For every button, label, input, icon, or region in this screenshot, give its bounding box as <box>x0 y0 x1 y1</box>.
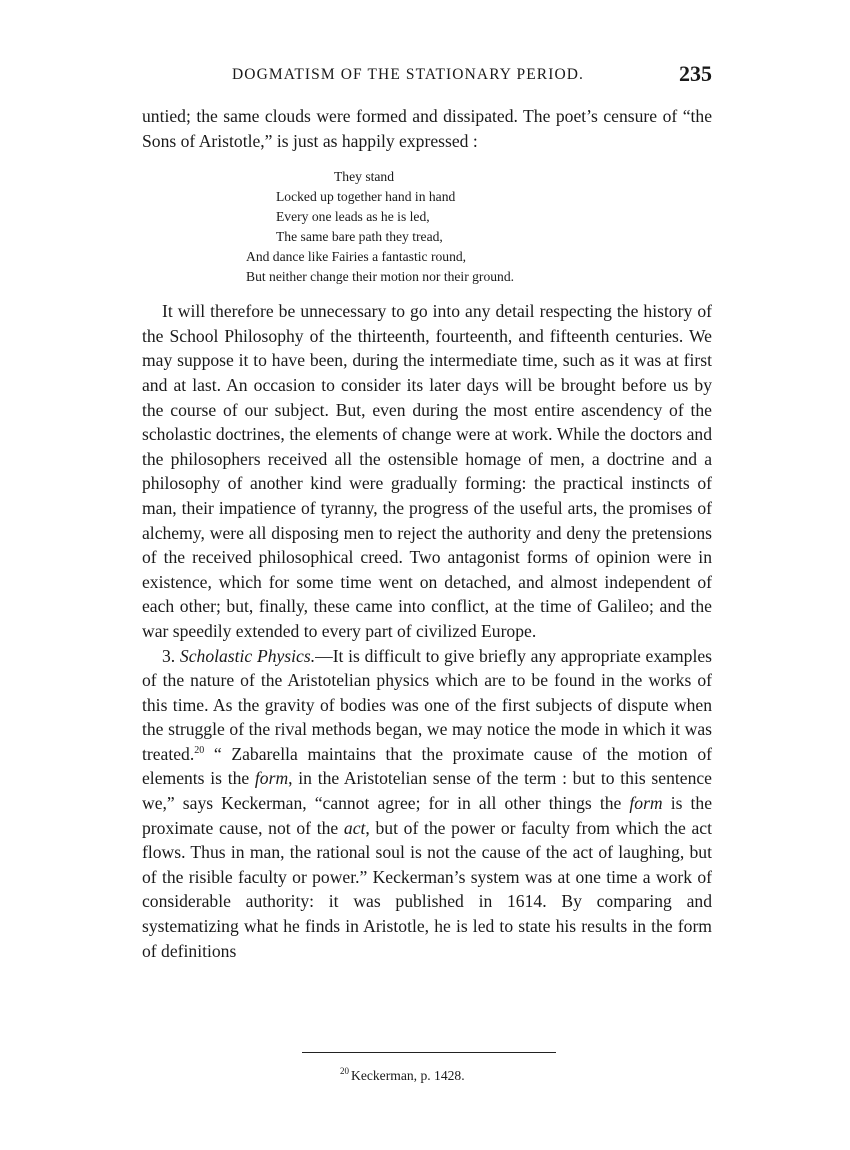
verse-quotation <box>246 167 712 287</box>
paragraph-text: , in the Aristotelian sense of the term : but to this sentence we,” says Keckerman, “cannot agree; for in all other things the <box>142 768 712 814</box>
poem-line: They stand <box>334 169 395 185</box>
paragraph-text: —It is difficult to give briefly any appropriate examples of the nature of the Aristotelian physics which are to be found in the works of this time. As the gravity of bodies was one of the first subjects of dispute when the struggle of the rival methods began, we may notice the mode in which it was treated. <box>142 645 712 764</box>
body-text <box>142 104 712 963</box>
emphasis: form <box>629 793 663 814</box>
footnote-number: 20 <box>340 1066 349 1077</box>
poem-line: But neither change their motion nor their ground. <box>246 269 515 285</box>
running-header <box>142 62 712 92</box>
section-label: Scholastic Physics. <box>179 645 316 666</box>
page-number: 235 <box>679 61 712 86</box>
paragraph-scholastic-physics <box>142 644 712 964</box>
footnote <box>340 1068 465 1084</box>
poem-line: Locked up together hand in hand <box>276 189 456 205</box>
poem-line: The same bare path they tread, <box>276 229 443 245</box>
paragraph-text: , but of the power or faculty from which the act flows. Thus in man, the rational soul is not the cause of the act of laughing, but of the risible faculty or power.” Keckerman’s system was at one time a work of considerable authority: it was published in 1614. By comparing and systematizing what he finds in Aristotle, he is led to state his results in the form of definitions <box>142 817 712 961</box>
running-title: DOGMATISM OF THE STATIONARY PERIOD. <box>232 66 585 83</box>
paragraph-text: is the proximate cause, not of the <box>142 793 713 838</box>
section-number: 3. <box>162 645 176 666</box>
poem-line: And dance like Fairies a fantastic round, <box>246 249 467 265</box>
poem-line: Every one leads as he is led, <box>276 209 430 225</box>
footnote-text: Keckerman, p. 1428. <box>351 1068 465 1083</box>
emphasis: form <box>254 768 289 789</box>
footnote-divider <box>302 1052 556 1053</box>
footnote-reference[interactable]: 20 <box>194 745 205 757</box>
emphasis: act <box>343 817 366 838</box>
paragraph-school-philosophy: It will therefore be unnecessary to go into any detail respecting the history of the School Philosophy of the thirteenth, fourteenth, and fifteenth centuries. We may suppose it to have been, during the intermediate time, such as it was at first and at last. An occasion to consider its later days will be brought before us by the course of our subject. But, even during the most entire ascendency of the scholastic doctrines, the elements of change were at work. While the doctors and the philosophers received all the ostensible homage of men, a doctrine and a philosophy of another kind were gradually forming: the practical instincts of man, their impatience of tyranny, the progress of the useful arts, the promises of alchemy, were all disposing men to reject the authority and deny the pretensions of the received philosophical creed. Two antagonist forms of opinion were in existence, which for some time went on detached, and almost independent of each other; but, finally, these came into conflict, at the time of Galileo; and the war speedily extended to every part of civilized Europe. <box>142 301 712 641</box>
paragraph-text: “ Zabarella maintains that the proximate cause of the motion of elements is the <box>142 743 712 789</box>
opening-paragraph: untied; the same clouds were formed and dissipated. The poet’s censure of “the Sons of Aristotle,” is just as happily expressed : <box>142 106 712 151</box>
